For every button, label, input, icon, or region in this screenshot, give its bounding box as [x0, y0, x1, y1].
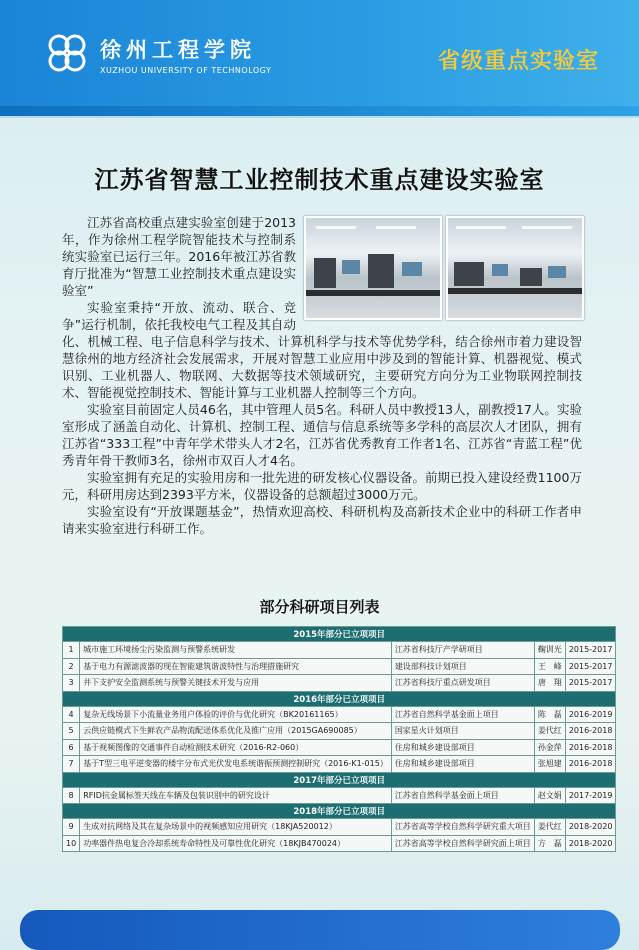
intro-paragraph-4: 实验室拥有充足的实验用房和一批先进的研发核心仪器设备。前期已投入建设经费1100万元，科研用房达到2393平方米，仪器设备的总额超过3000万元。 [62, 470, 582, 502]
lab-photo-2 [446, 216, 584, 320]
school-name: 徐州工程学院 [100, 37, 256, 62]
table-row: 10 功率器件热电复合冷却系统寿命特性及可靠性优化研究（18KJB470024） 江苏省高等学校自然科学研究面上项目 方 磊 2018-2020 [63, 835, 616, 852]
table-row: 8 RFID抗金属标签天线在车辆及包装识别中的研究设计 江苏省自然科学基金面上项目 赵文娟 2017-2019 [63, 787, 616, 804]
table-row: 7 基于T型三电平逆变器的楼宇分布式光伏发电系统谐振预测控制研究（2016-K1-015） 住房和城乡建设部项目 张旭建 2016-2018 [63, 756, 616, 773]
school-name-en: XUZHOU UNIVERSITY OF TECHNOLOGY [100, 66, 272, 75]
footer-bar [20, 910, 620, 950]
xzit-logo-icon [44, 30, 90, 76]
project-list-title: 部分科研项目列表 [259, 598, 380, 616]
intro-paragraph-1: 江苏省高校重点建实验室创建于2013年，作为徐州工程学院智能技术与控制系统实验室已运行三年。2016年被江苏省教育厅批准为“智慧工业控制技术重点建设实验室” [62, 215, 296, 298]
intro-paragraph-2: 实验室秉持“开放、流动、联合、竞争”运行机制，依托我校电气工程及其自动化、机械工程、电子信息科学与技术、计算机科学与技术等优势学科，结合徐州市着力建设智慧徐州的地方经济社会发展需求，开展对智慧工业应用中涉及到的智能计算、机器视觉、模式识别、工业机器人、物联网、大数据等技术领域研究，主要研究方向分为工业物联网控制技术、智能视觉控制技术、智能计算与工业机器人控制等三个方向。 [62, 300, 582, 400]
table-row: 4 复杂无线场景下小流量业务用户体验的评价与优化研究（BK20161165） 江苏省自然科学基金面上项目 陈 磊 2016-2019 [63, 706, 616, 723]
intro-paragraph-5: 实验室设有“开放课题基金”，热情欢迎高校、科研机构及高新技术企业中的科研工作者申请来实验室进行科研工作。 [62, 504, 582, 536]
intro-paragraph-3: 实验室目前固定人员46名，其中管理人员5名。科研人员中教授13人，副教授17人。实验室形成了涵盖自动化、计算机、控制工程、通信与信息系统等多学科的高层次人才团队，拥有江苏省“333工程”中青年学术带头人才2名，江苏省优秀教育工作者1名、江苏省“青蓝工程”优秀青年骨干教师3名，徐州市双百人才4名。 [62, 402, 582, 468]
table-row: 1 城市施工环境扬尘污染监测与预警系统研发 江苏省科技厅产学研项目 鞠训光 2015-2017 [63, 642, 616, 659]
group-row: 2015年部分已立项项目 [63, 627, 616, 642]
page-title: 江苏省智慧工业控制技术重点建设实验室 [94, 166, 545, 194]
table-row: 3 井下支护安全监测系统与预警关键技术开发与应用 江苏省科技厅重点研发项目 唐 翔 2015-2017 [63, 675, 616, 692]
project-table [62, 626, 616, 852]
lab-level-label: 省级重点实验室 [437, 48, 599, 74]
group-row: 2017年部分已立项项目 [63, 772, 616, 787]
table-row: 5 云供应链模式下生鲜农产品物流配送体系优化及推广应用（2015GA690085） 国家星火计划项目 姜代红 2016-2018 [63, 723, 616, 740]
lab-photos [304, 214, 582, 320]
table-row: 6 基于视频图像的交通事件自动检测技术研究（2016-R2-060） 住房和城乡建设部项目 孙金萍 2016-2018 [63, 739, 616, 756]
table-row: 2 基于电力有源滤波器的现在智能建筑谐波特性与治理措施研究 建设部科技计划项目 王 峰 2015-2017 [63, 658, 616, 675]
header-banner [0, 0, 639, 112]
lab-photo-1 [304, 216, 442, 320]
group-row: 2018年部分已立项项目 [63, 804, 616, 819]
intro-text [62, 214, 582, 537]
table-row: 9 生成对抗网络及其在复杂场景中的视频感知应用研究（18KJA520012） 江苏省高等学校自然科学研究重大项目 姜代红 2018-2020 [63, 819, 616, 836]
group-row: 2016年部分已立项项目 [63, 691, 616, 706]
